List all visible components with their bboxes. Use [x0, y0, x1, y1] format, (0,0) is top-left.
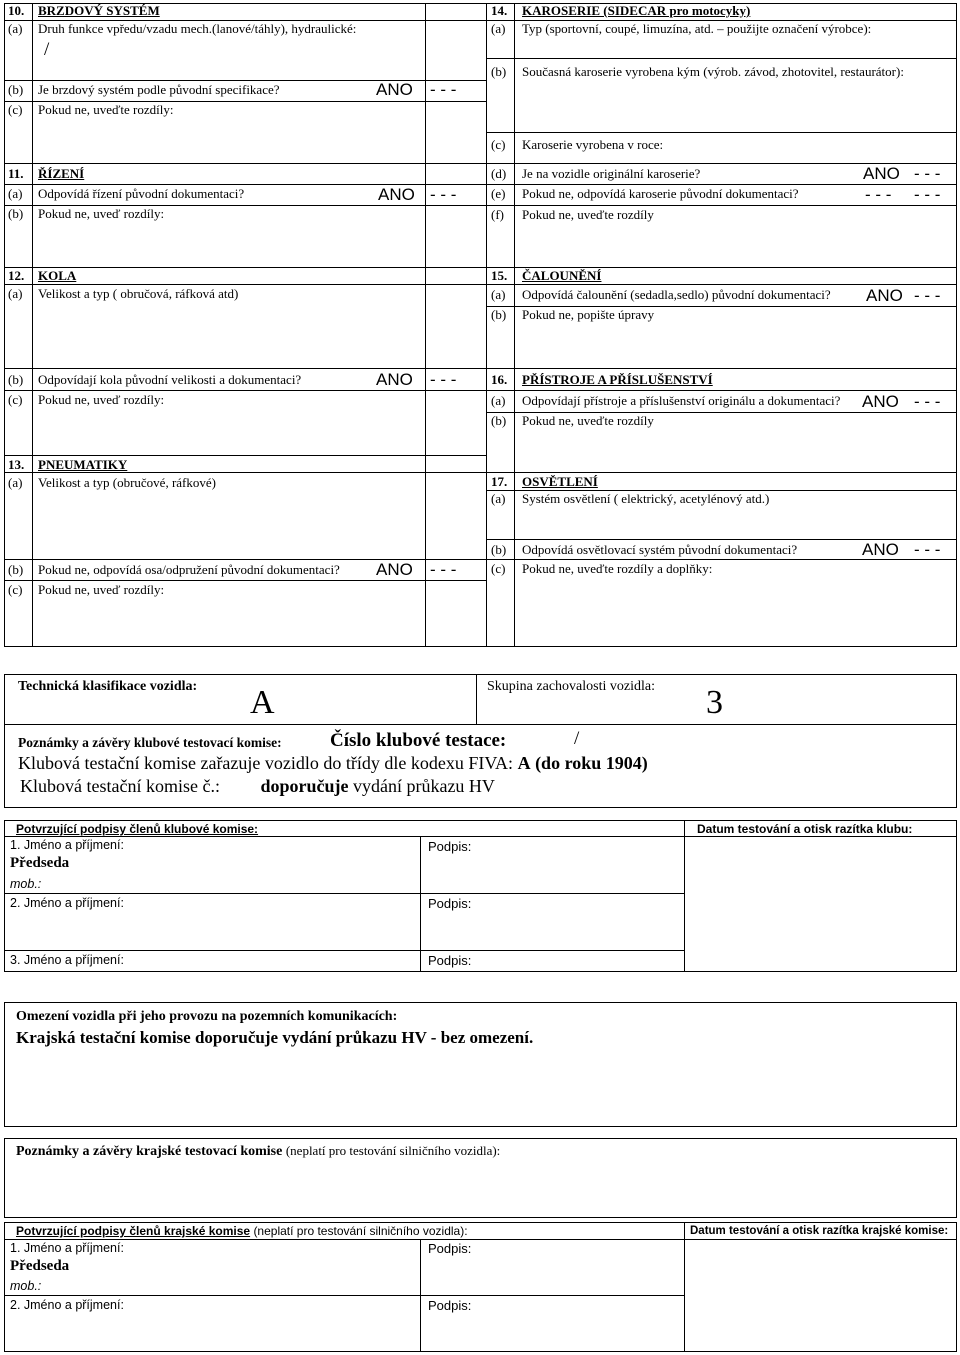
s13-b-text: Pokud ne, odpovídá osa/odpružení původní dokumentaci?: [38, 562, 340, 577]
club-member2-sign: Podpis:: [428, 896, 472, 911]
regional-notes-suffix: (neplatí pro testování silničního vozidla):: [285, 1143, 501, 1158]
s10-b-key: (b): [8, 82, 24, 97]
rule: [4, 1239, 957, 1240]
s17-title: OSVĚTLENÍ: [522, 474, 598, 489]
s14-e-text: Pokud ne, odpovídá karoserie původní dokumentaci?: [522, 186, 799, 201]
rule: [4, 284, 486, 285]
s11-a-dash[interactable]: - - -: [430, 185, 457, 204]
s15-a-dash[interactable]: - - -: [914, 286, 941, 305]
s14-b-key: (b): [491, 64, 507, 79]
regional-signatures-suffix: (neplatí pro testování silničního vozidla):: [253, 1224, 468, 1238]
rule: [486, 284, 957, 285]
s14-d-text: Je na vozidle originální karoserie?: [522, 166, 701, 181]
s12-b-dash[interactable]: - - -: [430, 370, 457, 389]
club-notes-line2: [18, 753, 648, 773]
s13-num: 13.: [8, 457, 25, 472]
s10-a-key: (a): [8, 21, 23, 36]
s11-num: 11.: [8, 166, 24, 181]
group-label: Skupina zachovalosti vozidla:: [487, 679, 655, 694]
rule: [4, 724, 957, 725]
club-test-no-label: Číslo klubové testace:: [330, 730, 507, 751]
s14-a-key: (a): [491, 21, 506, 36]
rule: [4, 1295, 684, 1296]
s12-title: KOLA: [38, 268, 77, 283]
fiva-class[interactable]: A: [517, 753, 531, 773]
club-notes-line3: [20, 776, 495, 796]
s12-c-key: (c): [8, 392, 23, 407]
s14-d-dash[interactable]: - - -: [914, 164, 941, 183]
club-member1-role: Předseda: [10, 855, 70, 871]
s14-e-dash1[interactable]: - - -: [865, 185, 892, 204]
s10-b-text: Je brzdový systém podle původní specifikace?: [38, 82, 280, 97]
s16-a-ano[interactable]: ANO: [862, 392, 899, 411]
s13-c-key: (c): [8, 582, 23, 597]
rule: [684, 1222, 685, 1352]
classification-label: Technická klasifikace vozidla:: [18, 679, 198, 694]
s11-title: ŘÍZENÍ: [38, 166, 85, 181]
s13-b-ano[interactable]: ANO: [376, 560, 413, 579]
regional-notes-label: Poznámky a závěry krajské testovací komise: [16, 1144, 283, 1159]
s10-num: 10.: [8, 3, 25, 18]
s12-b-text: Odpovídají kola původní velikosti a dokumentaci?: [38, 372, 302, 387]
s12-c-text: Pokud ne, uveď rozdíly:: [38, 392, 165, 407]
s17-num: 17.: [491, 474, 508, 489]
club-member3-sign: Podpis:: [428, 953, 472, 968]
s14-e-dash2[interactable]: - - -: [914, 185, 941, 204]
club-recommend: doporučuje: [260, 776, 349, 796]
s17-b-text: Odpovídá osvětlovací systém původní dokumentaci?: [522, 542, 798, 557]
s16-title: PŘÍSTROJE A PŘÍSLUŠENSTVÍ: [522, 372, 713, 387]
s17-c-key: (c): [491, 561, 506, 576]
s15-num: 15.: [491, 268, 508, 283]
s15-a-key: (a): [491, 287, 506, 302]
s11-a-ano[interactable]: ANO: [378, 185, 415, 204]
regional-notes-heading: [16, 1143, 500, 1160]
classification-value[interactable]: A: [250, 684, 275, 721]
s16-b-text: Pokud ne, uveďte rozdíly: [522, 413, 654, 428]
s15-a-ano[interactable]: ANO: [866, 286, 903, 305]
s15-a-text: Odpovídá čalounění (sedadla,sedlo) původní dokumentaci?: [522, 287, 831, 302]
club-signatures-label: Potvrzující podpisy členů klubové komise:: [16, 822, 259, 836]
s12-num: 12.: [8, 268, 25, 283]
s11-b-text: Pokud ne, uveď rozdíly:: [38, 206, 165, 221]
s10-b-ano[interactable]: ANO: [376, 80, 413, 99]
s13-c-text: Pokud ne, uveď rozdíly:: [38, 582, 165, 597]
s10-c-text: Pokud ne, uveďte rozdíly:: [38, 102, 174, 117]
club-recommend-rest: vydání průkazu HV: [352, 776, 495, 796]
s14-b-text: Současná karoserie vyrobena kým (výrob. závod, zhotovitel, restaurátor):: [522, 64, 904, 79]
rule: [4, 390, 486, 391]
s13-title: PNEUMATIKY: [38, 457, 128, 472]
regional-date-label: Datum testování a otisk razítka krajské komise:: [690, 1225, 949, 1237]
restrictions-label: Omezení vozidla při jeho provozu na pozemních komunikacích:: [16, 1009, 398, 1024]
s17-b-key: (b): [491, 542, 507, 557]
s16-a-key: (a): [491, 393, 506, 408]
s12-b-ano[interactable]: ANO: [376, 370, 413, 389]
regional-signatures-heading: [16, 1223, 468, 1239]
fiva-year: (do roku 1904): [535, 753, 648, 773]
s10-c-key: (c): [8, 102, 23, 117]
rule: [486, 472, 957, 473]
club-notes-label: Poznámky a závěry klubové testovací komise:: [18, 735, 282, 750]
rule: [486, 58, 957, 59]
rule: [4, 267, 486, 268]
s14-title: KAROSERIE (SIDECAR pro motocyky): [522, 3, 751, 18]
sections-frame: [4, 3, 957, 647]
regional-member2-label: 2. Jméno a příjmení:: [10, 1298, 124, 1312]
s11-b-key: (b): [8, 206, 24, 221]
s13-a-text: Velikost a typ (obručové, ráfkové): [38, 475, 216, 490]
s16-b-key: (b): [491, 413, 507, 428]
s14-c-key: (c): [491, 137, 506, 152]
club-member1-sign: Podpis:: [428, 839, 472, 854]
left-ano-divider: [425, 3, 426, 647]
s10-title: BRZDOVÝ SYSTÉM: [38, 3, 160, 18]
s15-title: ČALOUNĚNÍ: [522, 268, 602, 283]
club-member1-label: 1. Jméno a příjmení:: [10, 838, 124, 852]
s14-f-text: Pokud ne, uveďte rozdíly: [522, 207, 654, 222]
s13-b-dash[interactable]: - - -: [430, 560, 457, 579]
rule: [486, 205, 957, 206]
rule: [476, 674, 477, 724]
club-member3-label: 3. Jméno a příjmení:: [10, 953, 124, 967]
s12-a-key: (a): [8, 286, 23, 301]
regional-member1-mob: mob.:: [10, 1279, 42, 1293]
s15-b-key: (b): [491, 307, 507, 322]
rule: [486, 368, 957, 369]
s11-a-text: Odpovídá řízení původní dokumentaci?: [38, 186, 245, 201]
rule: [4, 163, 486, 164]
s16-a-dash[interactable]: - - -: [914, 392, 941, 411]
s17-b-ano[interactable]: ANO: [862, 540, 899, 559]
s17-a-key: (a): [491, 491, 506, 506]
s10-a-text: Druh funkce vpředu/vzadu mech.(lanové/táhly), hydraulické:: [38, 21, 357, 36]
club-commission-label: Klubová testační komise č.:: [20, 776, 220, 796]
s16-a-text: Odpovídají přístroje a příslušenství originálu a dokumentaci?: [522, 393, 841, 408]
rule: [4, 580, 486, 581]
rule: [4, 950, 684, 951]
rule: [486, 390, 957, 391]
s12-b-key: (b): [8, 372, 24, 387]
center-divider: [486, 3, 487, 647]
rule: [4, 80, 486, 81]
right-key-divider: [514, 3, 515, 647]
rule: [4, 368, 486, 369]
regional-signatures-box: [4, 1222, 957, 1352]
s17-c-text: Pokud ne, uveďte rozdíly a doplňky:: [522, 561, 713, 576]
s17-b-dash[interactable]: - - -: [914, 540, 941, 559]
s10-a-value[interactable]: /: [44, 39, 50, 60]
rule: [4, 455, 486, 456]
s14-a-text: Typ (sportovní, coupé, limuzína, atd. – použijte označení výrobce):: [522, 21, 872, 36]
club-date-label: Datum testování a otisk razítka klubu:: [697, 822, 913, 836]
restrictions-text: Krajská testační komise doporučuje vydání průkazu HV - bez omezení.: [16, 1028, 534, 1047]
s17-a-text: Systém osvětlení ( elektrický, acetylénový atd.): [522, 491, 770, 506]
regional-member1-sign: Podpis:: [428, 1241, 472, 1256]
group-value[interactable]: 3: [706, 684, 723, 721]
regional-member2-sign: Podpis:: [428, 1298, 472, 1313]
club-notes-line2-text: Klubová testační komise zařazuje vozidlo do třídy dle kodexu FIVA:: [18, 753, 514, 773]
s14-f-key: (f): [491, 207, 504, 222]
s13-b-key: (b): [8, 562, 24, 577]
regional-signatures-label: Potvrzující podpisy členů krajské komise: [16, 1224, 251, 1238]
s11-a-key: (a): [8, 186, 23, 201]
s14-e-key: (e): [491, 186, 506, 201]
s10-b-dash[interactable]: - - -: [430, 80, 457, 99]
rule: [4, 559, 486, 560]
s14-d-ano[interactable]: ANO: [863, 164, 900, 183]
s14-c-text: Karoserie vyrobena v roce:: [522, 137, 664, 152]
regional-member1-label: 1. Jméno a příjmení:: [10, 1241, 124, 1255]
s14-d-key: (d): [491, 166, 507, 181]
left-key-divider: [32, 3, 33, 647]
s16-num: 16.: [491, 372, 508, 387]
rule: [420, 836, 421, 972]
rule: [486, 132, 957, 133]
regional-member1-role: Předseda: [10, 1258, 70, 1274]
rule: [684, 820, 685, 972]
s12-a-text: Velikost a typ ( obručová, ráfková atd): [38, 286, 239, 301]
club-test-no-value[interactable]: /: [574, 728, 580, 749]
s13-a-key: (a): [8, 475, 23, 490]
club-member2-label: 2. Jméno a příjmení:: [10, 896, 124, 910]
s14-num: 14.: [491, 3, 508, 18]
club-member1-mob: mob.:: [10, 877, 42, 891]
rule: [4, 893, 684, 894]
s15-b-text: Pokud ne, popište úpravy: [522, 307, 655, 322]
